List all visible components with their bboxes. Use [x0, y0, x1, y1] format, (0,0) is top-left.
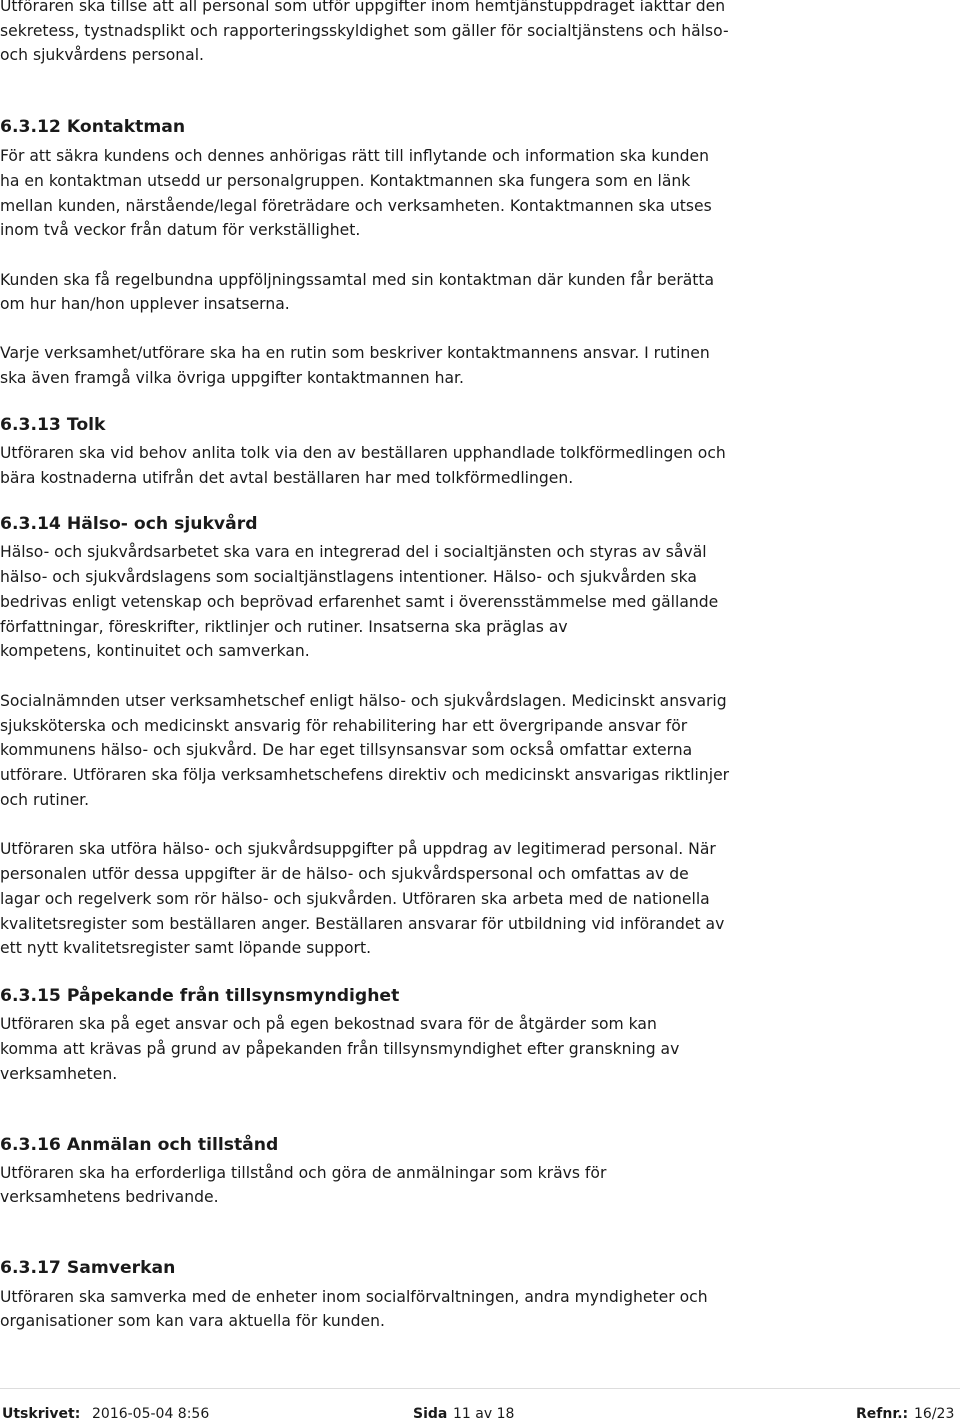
- body-text-line: lagar och regelverk som rör hälso- och sjukvården. Utföraren ska arbeta med de nationella: [0, 890, 710, 908]
- body-text-line: komma att krävas på grund av påpekanden från tillsynsmyndighet efter granskning av: [0, 1040, 680, 1058]
- page-footer: [0, 1405, 960, 1423]
- body-text-line: Utföraren ska tillse att all personal som utför uppgifter inom hemtjänstuppdraget iakttar den: [0, 0, 726, 15]
- section-heading: 6.3.16 Anmälan och tillstånd: [0, 1135, 279, 1155]
- reference-number-value: 16/23: [914, 1406, 955, 1422]
- body-text-line: utförare. Utföraren ska följa verksamhetschefens direktiv och medicinskt ansvarigas riktlinjer: [0, 766, 730, 784]
- body-text-line: Utföraren ska vid behov anlita tolk via den av beställaren upphandlade tolkförmedlingen och: [0, 444, 726, 462]
- body-text-line: kompetens, kontinuitet och samverkan.: [0, 642, 310, 660]
- body-text-line: Socialnämnden utser verksamhetschef enligt hälso- och sjukvårdslagen. Medicinskt ansvarig: [0, 692, 727, 710]
- body-text-line: Kunden ska få regelbundna uppföljningssamtal med sin kontaktman där kunden får berätta: [0, 271, 715, 289]
- page-number-value: 11 av 18: [453, 1406, 515, 1422]
- body-text-line: inom två veckor från datum för verkställighet.: [0, 221, 361, 239]
- body-text-line: verksamheten.: [0, 1065, 118, 1083]
- body-text-line: och sjukvårdens personal.: [0, 46, 204, 64]
- body-text-line: Varje verksamhet/utförare ska ha en rutin som beskriver kontaktmannens ansvar. I rutinen: [0, 344, 710, 362]
- printed-date-value: 2016-05-04 8:56: [92, 1406, 210, 1422]
- body-text-line: Utföraren ska ha erforderliga tillstånd och göra de anmälningar som krävs för: [0, 1164, 607, 1182]
- reference-number-label: Refnr.:: [856, 1406, 909, 1422]
- body-text-line: om hur han/hon upplever insatserna.: [0, 295, 290, 313]
- section-heading: 6.3.12 Kontaktman: [0, 117, 186, 137]
- body-text-line: Utföraren ska på eget ansvar och på egen bekostnad svara för de åtgärder som kan: [0, 1015, 657, 1033]
- body-text-line: Hälso- och sjukvårdsarbetet ska vara en integrerad del i socialtjänsten och styras av såväl: [0, 543, 707, 561]
- body-text-line: kommunens hälso- och sjukvård. De har eget tillsynsansvar som också omfattar externa: [0, 741, 693, 759]
- section-heading: 6.3.13 Tolk: [0, 415, 106, 435]
- body-text-line: kvalitetsregister som beställaren anger. Beställaren ansvarar för utbildning vid införandet av: [0, 915, 725, 933]
- footer-divider: [0, 1388, 960, 1389]
- body-text-line: hälso- och sjukvårdslagens som socialtjänstlagens intentioner. Hälso- och sjukvården ska: [0, 568, 697, 586]
- section-heading: 6.3.15 Påpekande från tillsynsmyndighet: [0, 986, 400, 1006]
- body-text-line: bära kostnaderna utifrån det avtal beställaren har med tolkförmedlingen.: [0, 469, 574, 487]
- body-text-line: organisationer som kan vara aktuella för kunden.: [0, 1312, 385, 1330]
- body-text-line: sjuksköterska och medicinskt ansvarig för rehabilitering har ett övergripande ansvar för: [0, 717, 688, 735]
- body-text-line: ha en kontaktman utsedd ur personalgruppen. Kontaktmannen ska fungera som en länk: [0, 172, 691, 190]
- body-text-line: sekretess, tystnadsplikt och rapporteringsskyldighet som gäller för socialtjänstens och hälso-: [0, 22, 729, 40]
- body-text-line: För att säkra kundens och dennes anhörigas rätt till inflytande och information ska kunden: [0, 147, 709, 165]
- body-text-line: verksamhetens bedrivande.: [0, 1188, 219, 1206]
- body-text-line: bedrivas enligt vetenskap och beprövad erfarenhet samt i överensstämmelse med gällande: [0, 593, 719, 611]
- body-text-line: ska även framgå vilka övriga uppgifter kontaktmannen har.: [0, 369, 464, 387]
- body-text-line: ett nytt kvalitetsregister samt löpande support.: [0, 939, 372, 957]
- body-text-line: Utföraren ska utföra hälso- och sjukvårdsuppgifter på uppdrag av legitimerad personal. När: [0, 840, 716, 858]
- body-text-line: mellan kunden, närstående/legal företrädare och verksamheten. Kontaktmannen ska utses: [0, 197, 712, 215]
- body-text-line: och rutiner.: [0, 791, 90, 809]
- body-text-line: Utföraren ska samverka med de enheter inom socialförvaltningen, andra myndigheter och: [0, 1288, 708, 1306]
- page-number-label: Sida: [413, 1406, 448, 1422]
- body-text-line: författningar, föreskrifter, riktlinjer och rutiner. Insatserna ska präglas av: [0, 618, 568, 636]
- section-heading: 6.3.14 Hälso- och sjukvård: [0, 514, 258, 534]
- printed-date-label: Utskrivet:: [2, 1406, 81, 1422]
- body-text-line: personalen utför dessa uppgifter är de hälso- och sjukvårdspersonal och omfattas av de: [0, 865, 689, 883]
- section-heading: 6.3.17 Samverkan: [0, 1258, 176, 1278]
